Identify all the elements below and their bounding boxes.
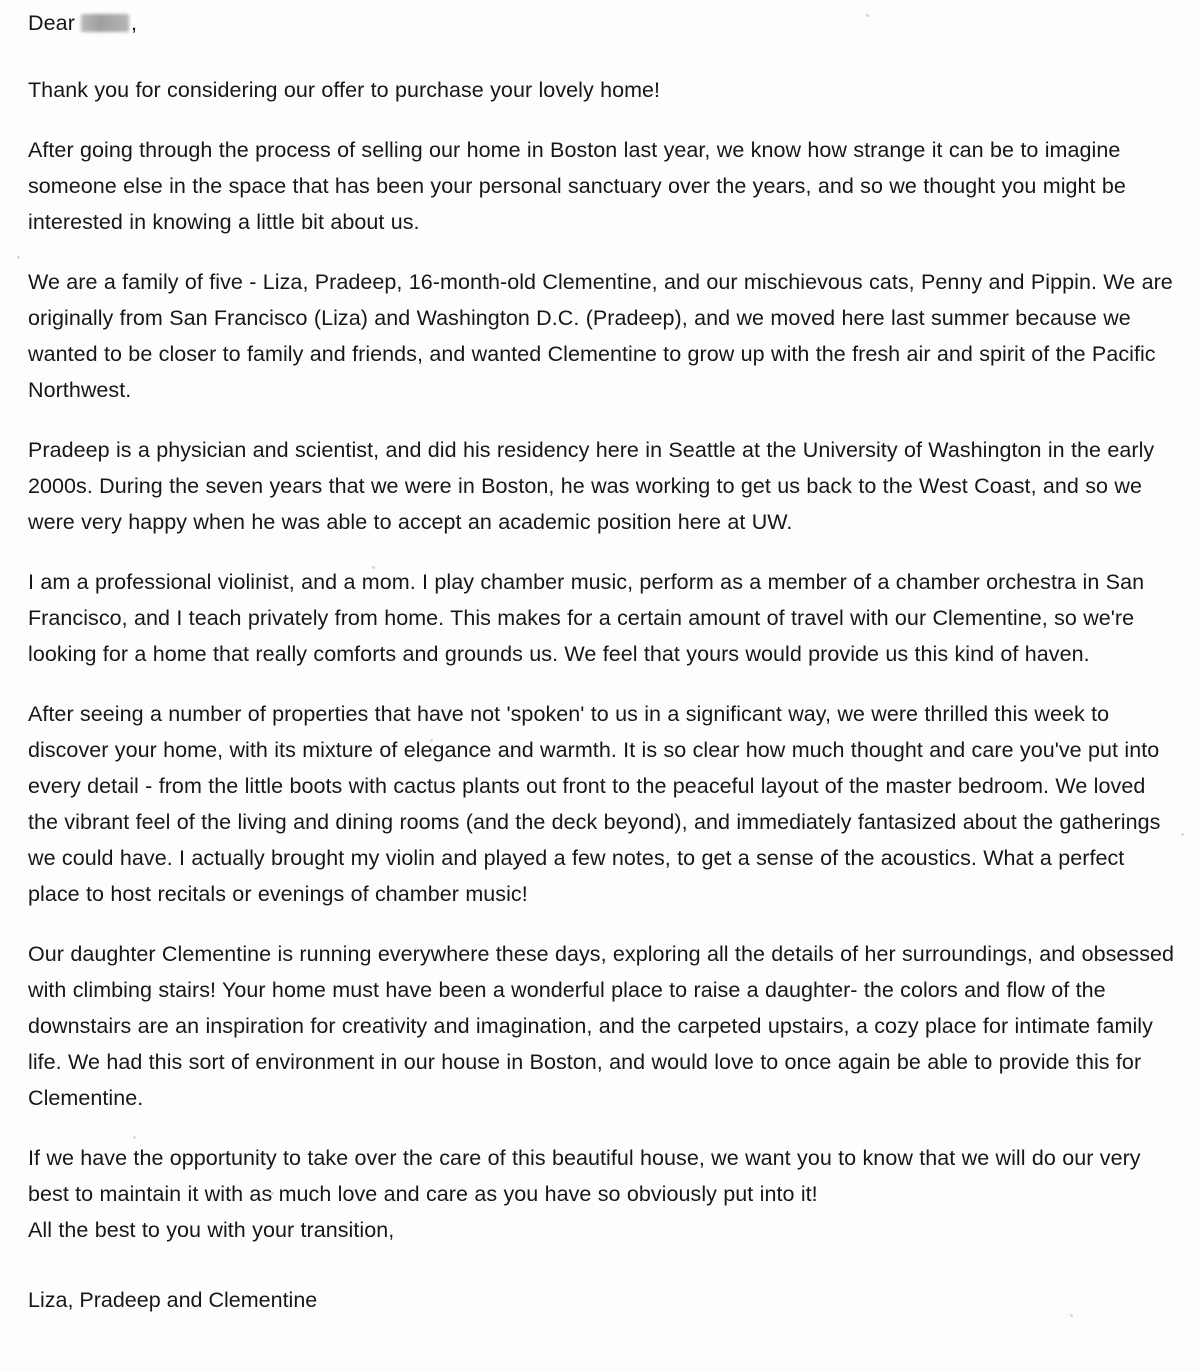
letter-paragraph: We are a family of five - Liza, Pradeep, 16-month-old Clementine, and our mischievous cats, Penny and Pippin. We are originally from San Francisco (Liza) and Washington D.C. (Pradeep), and we moved here last summer because we wanted to be closer to family and friends, and wanted Clementine to grow up with the fresh air and spirit of the Pacific Northwest. <box>28 270 1173 402</box>
letter-paragraph: After seeing a number of properties that have not 'spoken' to us in a significant way, we were thrilled this week to discover your home, with its mixture of elegance and warmth. It is so clear how much thought and care you've put into every detail - from the little boots with cactus plants out front to the peaceful layout of the master bedroom. We loved the vibrant feel of the living and dining rooms (and the deck beyond), and immediately fantasized about the gatherings we could have. I actually brought my violin and played a few notes, to get a sense of the acoustics. What a perfect place to host recitals or evenings of chamber music! <box>28 702 1161 906</box>
salutation-line <box>28 8 1178 38</box>
letter-body <box>28 8 1178 1316</box>
letter-signature: Liza, Pradeep and Clementine <box>28 1288 318 1312</box>
letter-paragraph: If we have the opportunity to take over the care of this beautiful house, we want you to know that we will do our very best to maintain it with as much love and care as you have so obviously put into it! <box>28 1146 1141 1206</box>
letter-closing: All the best to you with your transition, <box>28 1218 395 1242</box>
letter-paragraph: Thank you for considering our offer to purchase your lovely home! <box>28 78 661 102</box>
scan-speckle <box>1181 833 1184 836</box>
redacted-name-block <box>81 14 129 32</box>
letter-paragraph: Pradeep is a physician and scientist, and did his residency here in Seattle at the University of Washington in the early 2000s. During the seven years that we were in Boston, he was working to get us back to the West Coast, and so we were very happy when he was able to accept an academic position here at UW. <box>28 438 1155 534</box>
letter-paragraph: I am a professional violinist, and a mom. I play chamber music, perform as a member of a chamber orchestra in San Francisco, and I teach privately from home. This makes for a certain amount of travel with our Clementine, so we're looking for a home that really comforts and grounds us. We feel that yours would provide us this kind of haven. <box>28 570 1145 666</box>
letter-paragraph: After going through the process of selling our home in Boston last year, we know how strange it can be to imagine someone else in the space that has been your personal sanctuary over the years, and so we thought you might be interested in knowing a little bit about us. <box>28 138 1126 234</box>
letter-paragraph: Our daughter Clementine is running everywhere these days, exploring all the details of her surroundings, and obsessed with climbing stairs! Your home must have been a wonderful place to raise a daughter- the colors and flow of the downstairs are an inspiration for creativity and imagination, and the carpeted upstairs, a cozy place for intimate family life. We had this sort of environment in our house in Boston, and would love to once again be able to provide this for Clementine. <box>28 942 1175 1110</box>
salutation-suffix: , <box>131 11 138 35</box>
scan-speckle <box>17 256 20 259</box>
salutation-prefix: Dear <box>28 11 76 35</box>
